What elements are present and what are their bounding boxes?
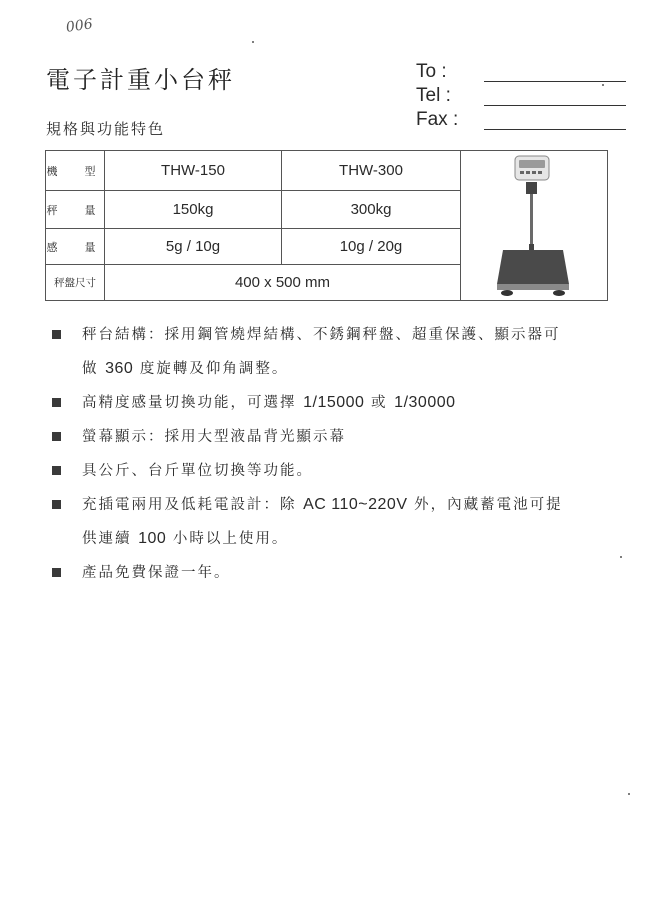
contact-tel-label: Tel :: [416, 85, 451, 106]
row-label-model: 機 型: [46, 151, 105, 191]
feature-text: 螢幕顯示：採用大型液晶背光顯示幕: [82, 429, 346, 445]
contact-fax-blank-line[interactable]: [484, 129, 626, 130]
bullet-square-icon: [52, 568, 61, 577]
row-label-capacity: 秤 量: [46, 191, 105, 229]
feature-text: 供連續: [82, 531, 139, 547]
contact-fax: [416, 108, 626, 132]
bullet-square-icon: [52, 500, 61, 509]
feature-list: [52, 318, 632, 590]
contact-tel: [416, 84, 626, 108]
cell-pan-size: 400 x 500 mm: [105, 265, 461, 301]
feature-text: 產品免費保證一年。: [82, 565, 231, 581]
contact-block: [416, 60, 626, 132]
feature-number: 360: [105, 360, 134, 377]
scan-speck: [620, 556, 622, 558]
cell-model-thw150: THW-150: [105, 151, 282, 191]
cell-resolution-thw150: 5g / 10g: [105, 229, 282, 265]
feature-text: 或: [364, 395, 395, 411]
contact-to-label: To :: [416, 61, 447, 82]
scan-speck: [252, 41, 254, 43]
feature-text: 外，內藏蓄電池可提: [407, 497, 563, 513]
feature-text: 秤台結構：採用鋼管燒焊結構、不銹鋼秤盤、超重保護、顯示器可: [82, 327, 561, 343]
feature-number: 100: [138, 530, 167, 547]
feature-text: 做: [82, 361, 106, 377]
bullet-square-icon: [52, 330, 61, 339]
feature-item-units: [52, 454, 632, 488]
document-title: 電子計重小台秤: [46, 66, 235, 94]
platform-scale-icon: [461, 152, 607, 300]
product-image-cell: [461, 151, 608, 301]
bullet-square-icon: [52, 398, 61, 407]
feature-number: AC 110~220V: [303, 496, 408, 513]
feature-text: 高精度感量切換功能，可選擇: [82, 395, 304, 411]
platform-scale-image: [461, 152, 607, 300]
feature-number: 1/15000: [303, 394, 365, 411]
feature-text: 度旋轉及仰角調整。: [133, 361, 289, 377]
cell-capacity-thw150: 150kg: [105, 191, 282, 229]
scan-speck: [602, 84, 604, 86]
cell-capacity-thw300: 300kg: [282, 191, 461, 229]
bullet-square-icon: [52, 432, 61, 441]
feature-item-display: [52, 420, 632, 454]
row-label-pan-size: 秤盤尺寸: [46, 265, 105, 301]
contact-fax-label: Fax :: [416, 109, 459, 130]
feature-text: 小時以上使用。: [166, 531, 289, 547]
contact-tel-blank-line[interactable]: [484, 105, 626, 106]
spec-table: [45, 150, 608, 301]
table-row-model: [46, 151, 608, 191]
row-label-resolution: 感 量: [46, 229, 105, 265]
cell-resolution-thw300: 10g / 20g: [282, 229, 461, 265]
document-subtitle: 規格與功能特色: [46, 120, 166, 138]
feature-item-power: [52, 488, 632, 556]
feature-number: 1/30000: [394, 394, 456, 411]
cell-model-thw300: THW-300: [282, 151, 461, 191]
feature-item-structure: [52, 318, 632, 386]
feature-text: 具公斤、台斤單位切換等功能。: [82, 463, 313, 479]
contact-to: [416, 60, 626, 84]
feature-text: 充插電兩用及低耗電設計：除: [82, 497, 304, 513]
contact-to-blank-line[interactable]: [484, 81, 626, 82]
bullet-square-icon: [52, 466, 61, 475]
scan-speck: [628, 793, 630, 795]
feature-item-precision: [52, 386, 632, 420]
handwritten-page-number: 006: [65, 16, 94, 36]
feature-item-warranty: [52, 556, 632, 590]
